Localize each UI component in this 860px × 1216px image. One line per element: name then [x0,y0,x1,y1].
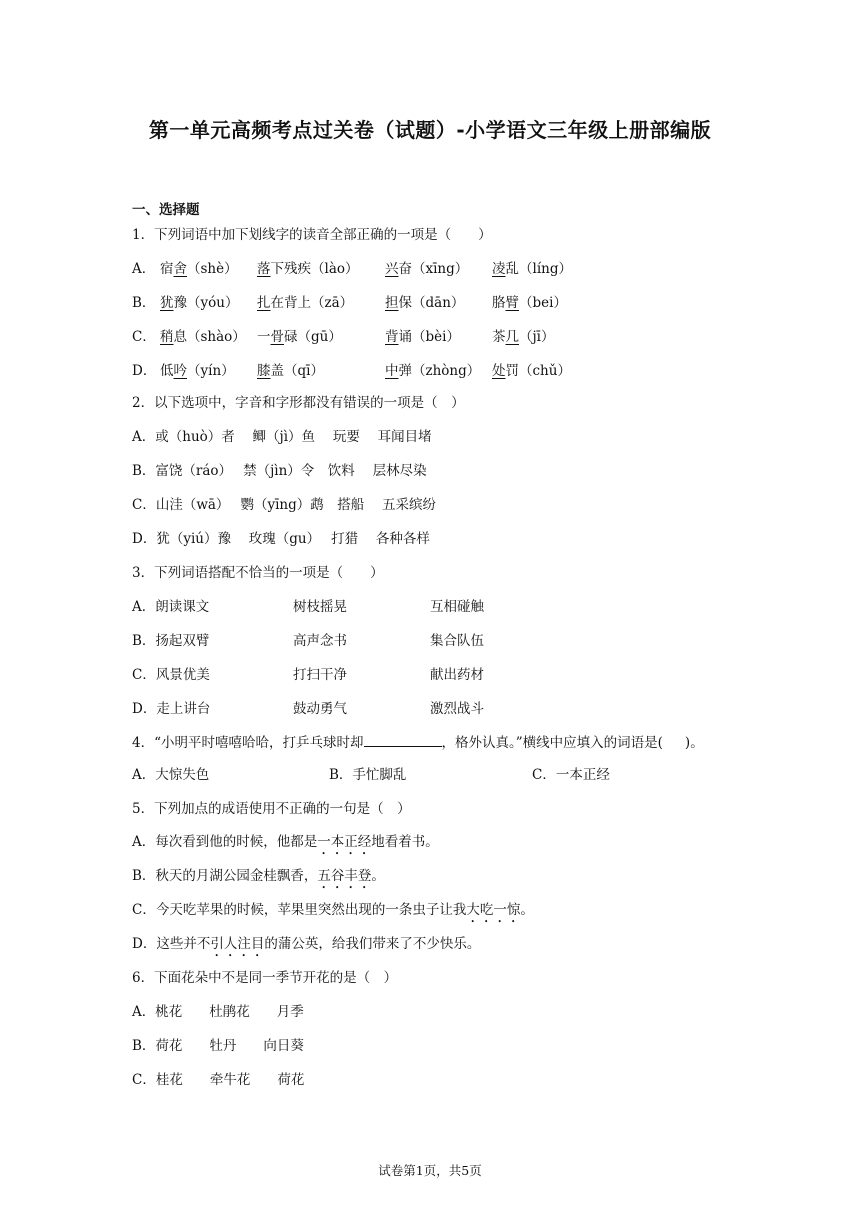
option-letter: D． [132,701,157,717]
option-term: 鼓动勇气 [293,701,347,717]
term-text: 奋（xīng） [398,261,469,277]
term-text: 下残疾（lào） [270,261,359,277]
option-term [385,362,480,380]
question-5-option-d [132,935,480,960]
option-term: 打扫干净 [293,667,347,683]
question-4-option-b: B．手忙脚乱 [329,767,407,783]
option-term [492,362,571,380]
question-4-option-a: A．大惊失色 [132,767,210,783]
underlined-char: 几 [505,329,519,345]
underlined-char: 背 [385,329,399,345]
sentence-text: 。 [371,868,385,884]
section-heading: 一、选择题 [132,202,200,218]
option-term [160,328,246,346]
option-term [385,294,464,312]
option-term [160,362,235,380]
option-term: 集合队伍 [430,633,484,649]
term-text: 在背上（zā） [270,295,354,311]
option-term [160,260,238,278]
option-term: 扬起双臂 [155,633,210,649]
option-term: 献出药材 [430,667,484,683]
term-text: 豫（yóu） [173,295,239,311]
question-3-stem: 3．下列词语搭配不恰当的一项是（ ） [132,565,384,581]
underlined-char: 兴 [385,261,399,277]
option-letter: B． [132,633,156,649]
term-text: 弹（zhòng） [398,363,481,379]
option-term [385,328,460,346]
question-5-option-b [132,867,385,892]
underlined-char: 臂 [505,295,519,311]
dotted-idiom: 一本正经 [317,834,372,850]
term-text: 罚（chǔ） [505,363,571,379]
term-text: （jī） [519,329,555,345]
underlined-char: 舍 [173,261,187,277]
sentence-text: B．秋天的月湖公园金桂飘香， [132,868,318,884]
question-6-stem: 6．下面花朵中不是同一季节开花的是（ ） [132,970,398,986]
option-term [492,294,567,312]
question-1-stem: 1．下列词语中加下划线字的读音全部正确的一项是（ ） [132,227,492,243]
term-text: （bei） [519,295,567,311]
underlined-char: 处 [492,363,506,379]
underlined-char: 凌 [492,261,506,277]
question-5-option-c [132,901,534,926]
question-3-option-a [132,598,484,616]
underlined-char: 骨 [270,329,284,345]
term-text: 乱（líng） [505,261,572,277]
question-6-option-a: A．桃花 杜鹃花 月季 [132,1004,304,1020]
option-term: 风景优美 [155,667,210,683]
term-text: 宿 [160,261,174,277]
option-term: 互相碰触 [430,599,484,615]
question-2-option-a: A．或（huò）者 鲫（jì）鱼 玩要 耳闻目堵 [132,429,432,445]
term-text: 一 [257,329,271,345]
option-term [492,260,572,278]
option-term [492,328,555,346]
dotted-idiom: 大吃一惊 [466,902,521,918]
option-term [257,328,342,346]
question-4-option-c: C．一本正经 [532,767,610,783]
sentence-text: 。 [520,902,534,918]
term-text: 低 [160,363,174,379]
option-term [257,260,359,278]
term-text: （yín） [187,363,235,379]
question-4-stem-end: )。 [684,735,704,751]
underlined-char: 担 [385,295,399,311]
question-1-option-b [132,294,567,312]
question-3-option-c [132,666,484,684]
term-text: 碌（gū） [284,329,342,345]
term-text: （shè） [187,261,238,277]
option-term: 激烈战斗 [430,701,484,717]
sentence-text: C．今天吃苹果的时候，苹果里突然出现的一条虫子让我 [132,902,467,918]
underlined-char: 犹 [160,295,174,311]
question-4-stem-start: 4．“小明平时嘻嘻哈哈，打乒乓球时却 [132,735,364,751]
question-4-stem-middle: ，格外认真。”横线中应填入的词语是( [441,735,663,751]
option-term [160,294,238,312]
question-4-options [132,766,610,784]
answer-blank [364,732,442,747]
option-letter: B． [132,295,156,311]
term-text: 胳 [492,295,506,311]
option-term: 朗读课文 [155,599,210,615]
underlined-char: 膝 [257,363,271,379]
option-letter: C． [132,329,156,345]
question-2-option-d: D．犹（yiú）豫 玫瑰（gu） 打猎 各种各样 [132,531,430,547]
option-term: 高声念书 [293,633,347,649]
dotted-idiom: 引人注目 [210,936,265,952]
question-5-stem: 5．下列加点的成语使用不正确的一句是（ ） [132,801,411,817]
underlined-char: 扎 [257,295,271,311]
underlined-char: 中 [385,363,399,379]
option-letter: C． [132,667,156,683]
underlined-char: 落 [257,261,271,277]
page-title: 第一单元高频考点过关卷（试题）-小学语文三年级上册部编版 [148,118,712,142]
option-term [257,294,353,312]
term-text: 息（shào） [173,329,246,345]
option-term [385,260,468,278]
option-letter: A． [132,261,156,277]
question-1-option-c [132,328,555,346]
question-4-stem [132,732,704,752]
term-text: 保（dān） [398,295,465,311]
dotted-idiom: 五谷丰登 [317,868,372,884]
option-term: 树枝摇晃 [293,599,347,615]
term-text: 诵（bèi） [398,329,460,345]
term-text: 茶 [492,329,506,345]
sentence-text: D．这些并不 [132,936,211,952]
page-footer: 试卷第1页，共5页 [378,1163,482,1178]
question-2-option-b: B．富饶（ráo） 禁（jìn）令 饮料 层林尽染 [132,463,427,479]
term-text: 盖（qī） [270,363,324,379]
option-term [257,362,324,380]
sentence-text: 的蒲公英，给我们带来了不少快乐。 [264,936,481,952]
question-2-stem: 2．以下选项中，字音和字形都没有错误的一项是（ ） [132,395,465,411]
question-1-option-a [132,260,572,278]
option-letter: A． [132,599,156,615]
question-6-option-b: B．荷花 牡丹 向日葵 [132,1038,304,1054]
sentence-text: 地看着书。 [371,834,439,850]
option-letter: D． [132,363,157,379]
question-3-option-b [132,632,484,650]
question-1-option-d [132,362,571,380]
option-term: 走上讲台 [156,701,211,717]
question-6-option-c: C．桂花 牵牛花 荷花 [132,1072,305,1088]
question-2-option-c: C．山洼（wā） 鹦（yīng）鹉 搭船 五采缤纷 [132,497,437,513]
question-5-option-a [132,833,439,858]
question-3-option-d [132,700,484,718]
underlined-char: 稍 [160,329,174,345]
sentence-text: A．每次看到他的时候，他都是 [132,834,318,850]
underlined-char: 吟 [173,363,187,379]
